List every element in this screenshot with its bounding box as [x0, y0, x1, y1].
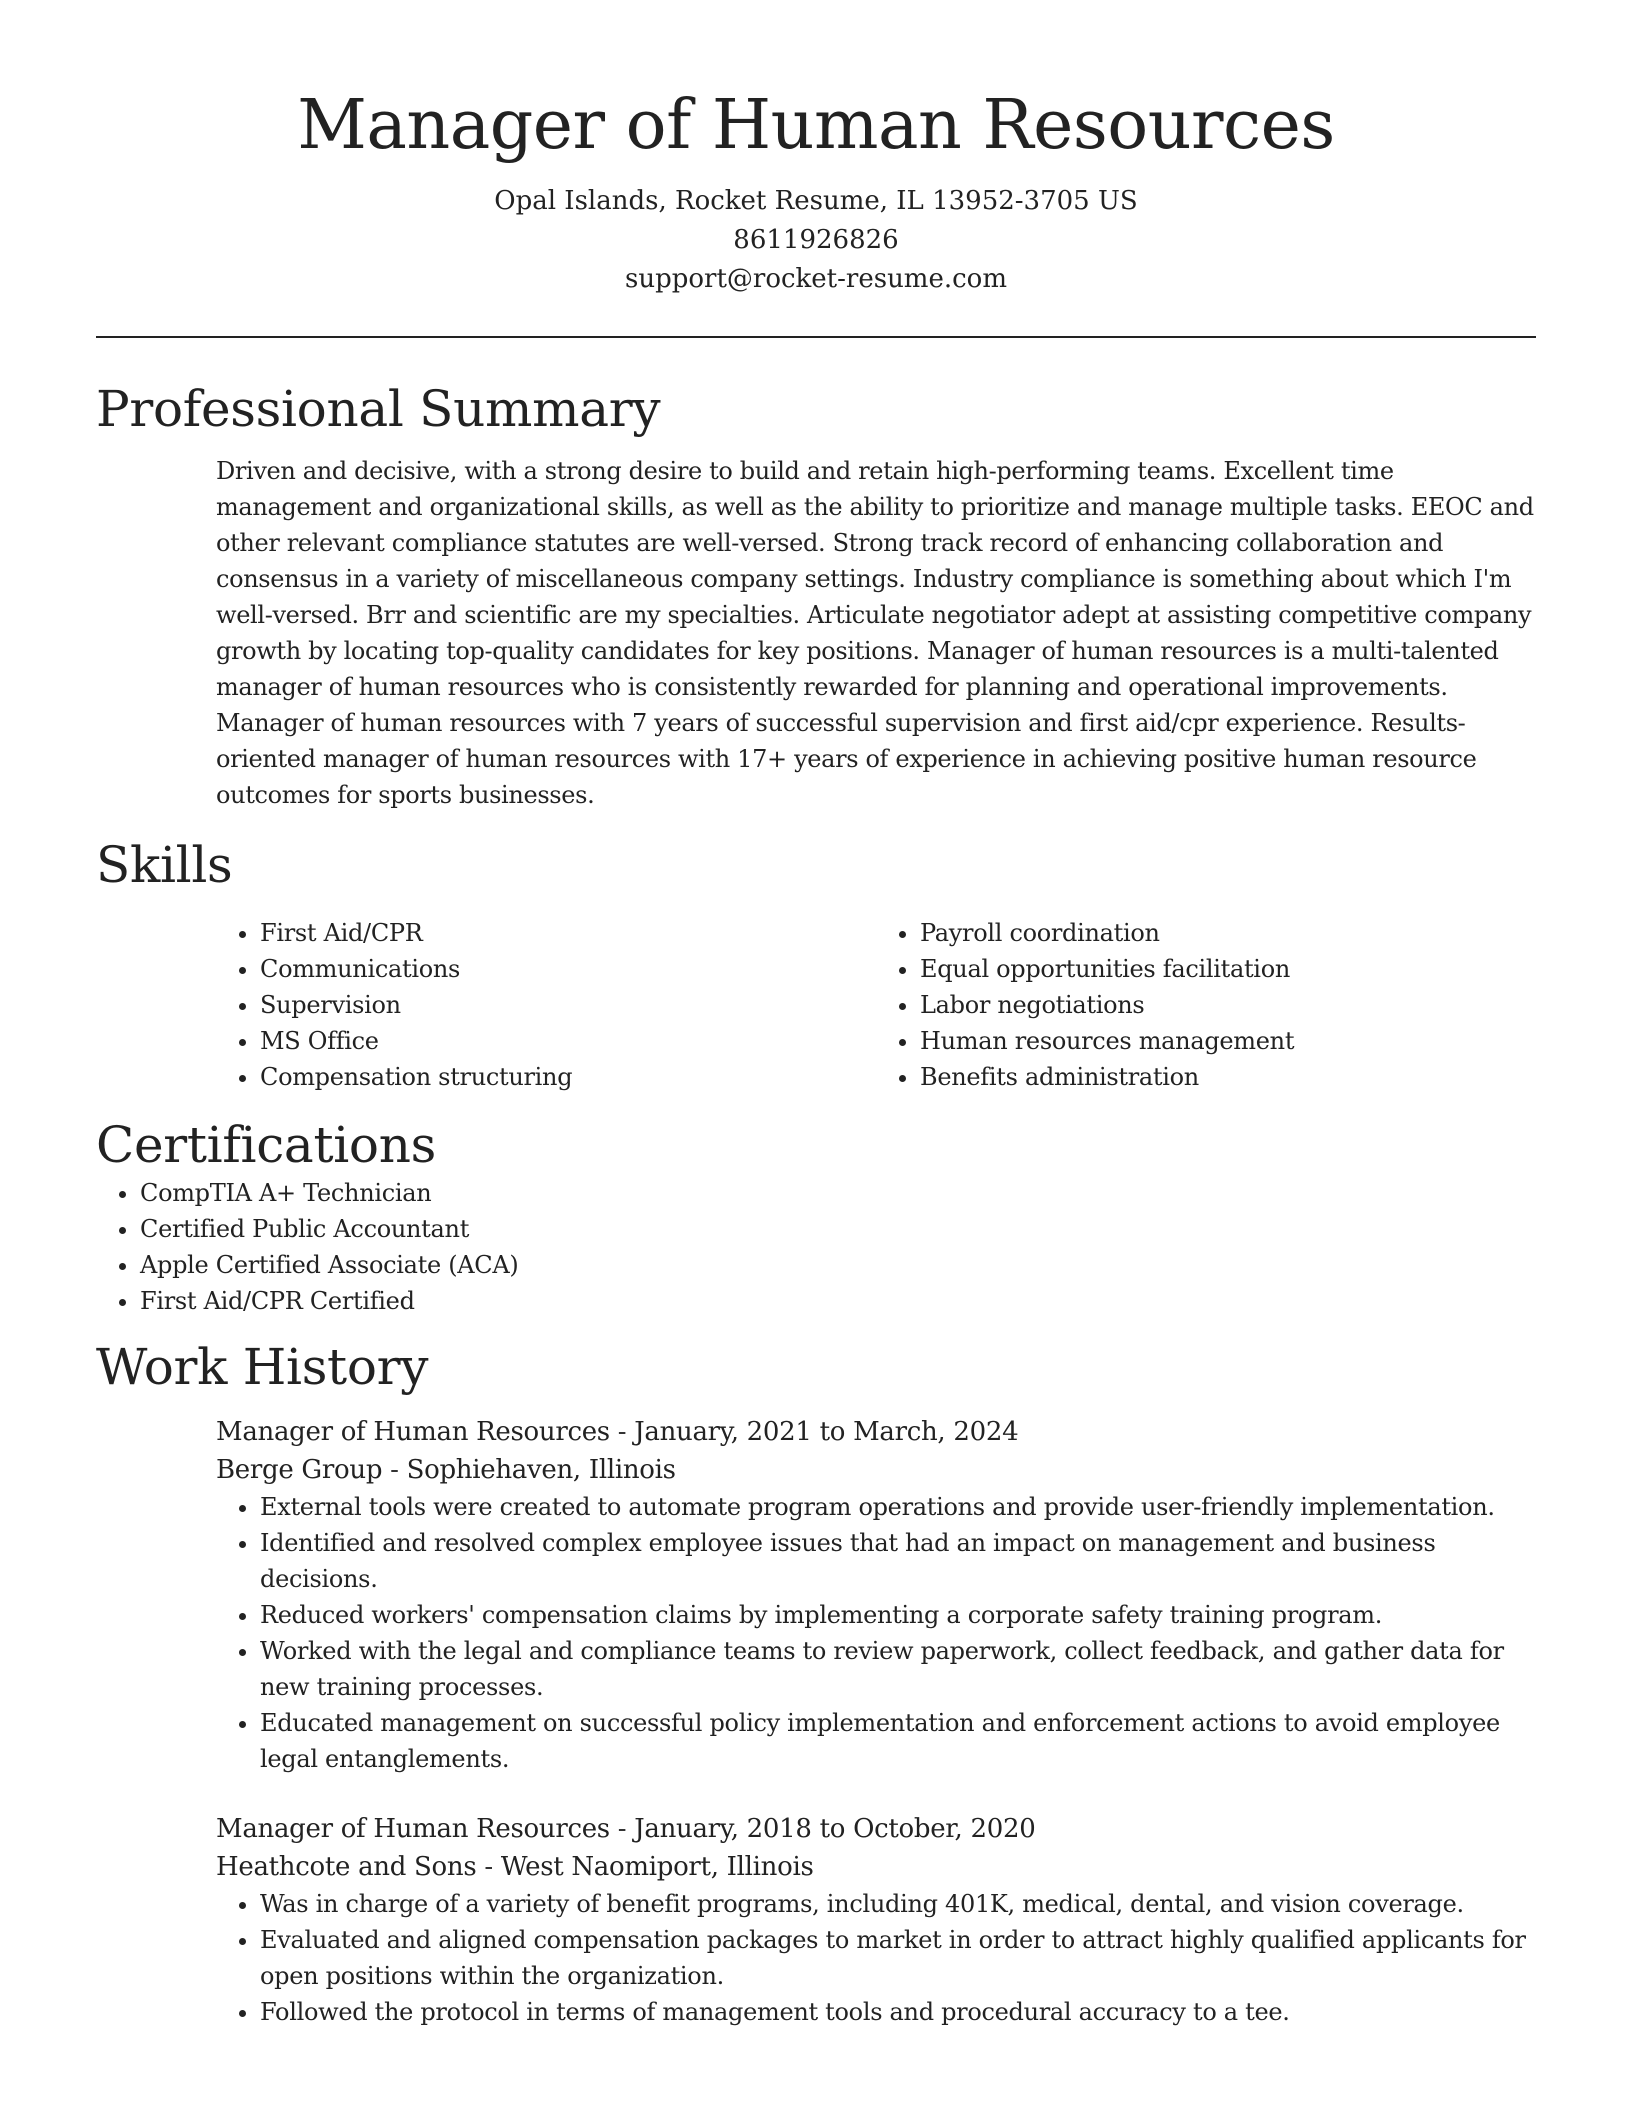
job-company-line	[216, 1451, 1536, 1489]
job-separator: -	[609, 1417, 635, 1447]
certifications-heading: Certifications	[96, 1116, 436, 1174]
job-duty: • Reduced workers' compensation claims by implementing a corporate safety training program.	[260, 1597, 1536, 1633]
certification-item: • Apple Certified Associate (ACA)	[140, 1247, 1536, 1283]
job-location: West Naomiport, Illinois	[500, 1852, 814, 1882]
skills-list-left	[216, 915, 876, 1095]
skill-item: • Compensation structuring	[260, 1059, 876, 1095]
skill-item: • Labor negotiations	[920, 987, 1536, 1023]
job-duties-list	[216, 1489, 1536, 1777]
job-location: Sophiehaven, Illinois	[406, 1455, 676, 1485]
job-dates: January, 2021 to March, 2024	[634, 1417, 1019, 1447]
summary-section	[96, 379, 1536, 813]
job-role: Manager of Human Resources	[216, 1417, 610, 1447]
work-history-heading: Work History	[96, 1338, 429, 1396]
skill-item: • First Aid/CPR	[260, 915, 876, 951]
job-duty: • Worked with the legal and compliance teams to review paperwork, collect feedback, and gather data for new training processes.	[260, 1633, 1536, 1705]
job-company-line	[216, 1848, 1536, 1886]
job-duty: • Followed the protocol in terms of management tools and procedural accuracy to a tee.	[260, 1994, 1536, 2030]
job-duties-list	[216, 1886, 1536, 2030]
job-entry	[216, 1810, 1536, 2030]
certification-item: • Certified Public Accountant	[140, 1211, 1536, 1247]
skill-item: • MS Office	[260, 1023, 876, 1059]
job-company: Berge Group	[216, 1455, 383, 1485]
work-history-section	[96, 1337, 1536, 2030]
contact-email: support@rocket-resume.com	[624, 264, 1007, 294]
certification-item: • First Aid/CPR Certified	[140, 1283, 1536, 1319]
job-entry	[216, 1413, 1536, 1777]
job-duty: • Evaluated and aligned compensation packages to market in order to attract highly qualified applicants for open positions within the organization.	[260, 1922, 1536, 1994]
contact-block	[96, 182, 1536, 299]
skill-item: • Human resources management	[920, 1023, 1536, 1059]
summary-text: Driven and decisive, with a strong desire to build and retain high-performing teams. Excellent time management and organizational skills, as well as the ability to prioritize and manage multiple tasks. EEOC and other relevant compliance statutes are well-versed. Strong track record of enhancing collaboration and consensus in a variety of miscellaneous company settings. Industry compliance is something about which I'm well-versed. Brr and scientific are my specialties. Articulate negotiator adept at assisting competitive company growth by locating top-quality candidates for key positions. Manager of human resources is a multi-talented manager of human resources who is consistently rewarded for planning and operational improvements. Manager of human resources with 7 years of successful supervision and first aid/cpr experience. Results-oriented manager of human resources with 17+ years of experience in achieving positive human resource outcomes for sports businesses.	[216, 457, 1534, 809]
job-separator: -	[382, 1455, 407, 1485]
job-dates: January, 2018 to October, 2020	[634, 1814, 1036, 1844]
certification-item: • CompTIA A+ Technician	[140, 1175, 1536, 1211]
job-duty: • External tools were created to automate program operations and provide user-friendly implementation.	[260, 1489, 1536, 1525]
skill-item: • Supervision	[260, 987, 876, 1023]
job-duty: • Identified and resolved complex employee issues that had an impact on management and business decisions.	[260, 1525, 1536, 1597]
skill-item: • Communications	[260, 951, 876, 987]
skills-columns	[216, 915, 1536, 1095]
skills-heading: Skills	[96, 836, 233, 894]
resume-page	[96, 0, 1536, 2030]
job-duty: • Was in charge of a variety of benefit programs, including 401K, medical, dental, and vision coverage.	[260, 1886, 1536, 1922]
job-role: Manager of Human Resources	[216, 1814, 610, 1844]
certifications-section	[96, 1115, 1536, 1319]
job-separator: -	[609, 1814, 635, 1844]
header-divider	[96, 336, 1536, 338]
skill-item: • Equal opportunities facilitation	[920, 951, 1536, 987]
certifications-list	[96, 1175, 1536, 1319]
job-separator: -	[476, 1852, 501, 1882]
job-company: Heathcote and Sons	[216, 1852, 477, 1882]
job-title-line	[216, 1810, 1536, 1848]
job-duty: • Educated management on successful policy implementation and enforcement actions to avoid employee legal entanglements.	[260, 1705, 1536, 1777]
contact-phone: 8611926826	[733, 225, 899, 255]
skill-item: • Benefits administration	[920, 1059, 1536, 1095]
job-title-line	[216, 1413, 1536, 1451]
skills-section	[96, 835, 1536, 1095]
skill-item: • Payroll coordination	[920, 915, 1536, 951]
contact-address: Opal Islands, Rocket Resume, IL 13952-3705 US	[494, 186, 1138, 216]
skills-list-right	[876, 915, 1536, 1095]
summary-heading: Professional Summary	[96, 380, 661, 438]
candidate-name: Manager of Human Resources	[297, 86, 1335, 165]
